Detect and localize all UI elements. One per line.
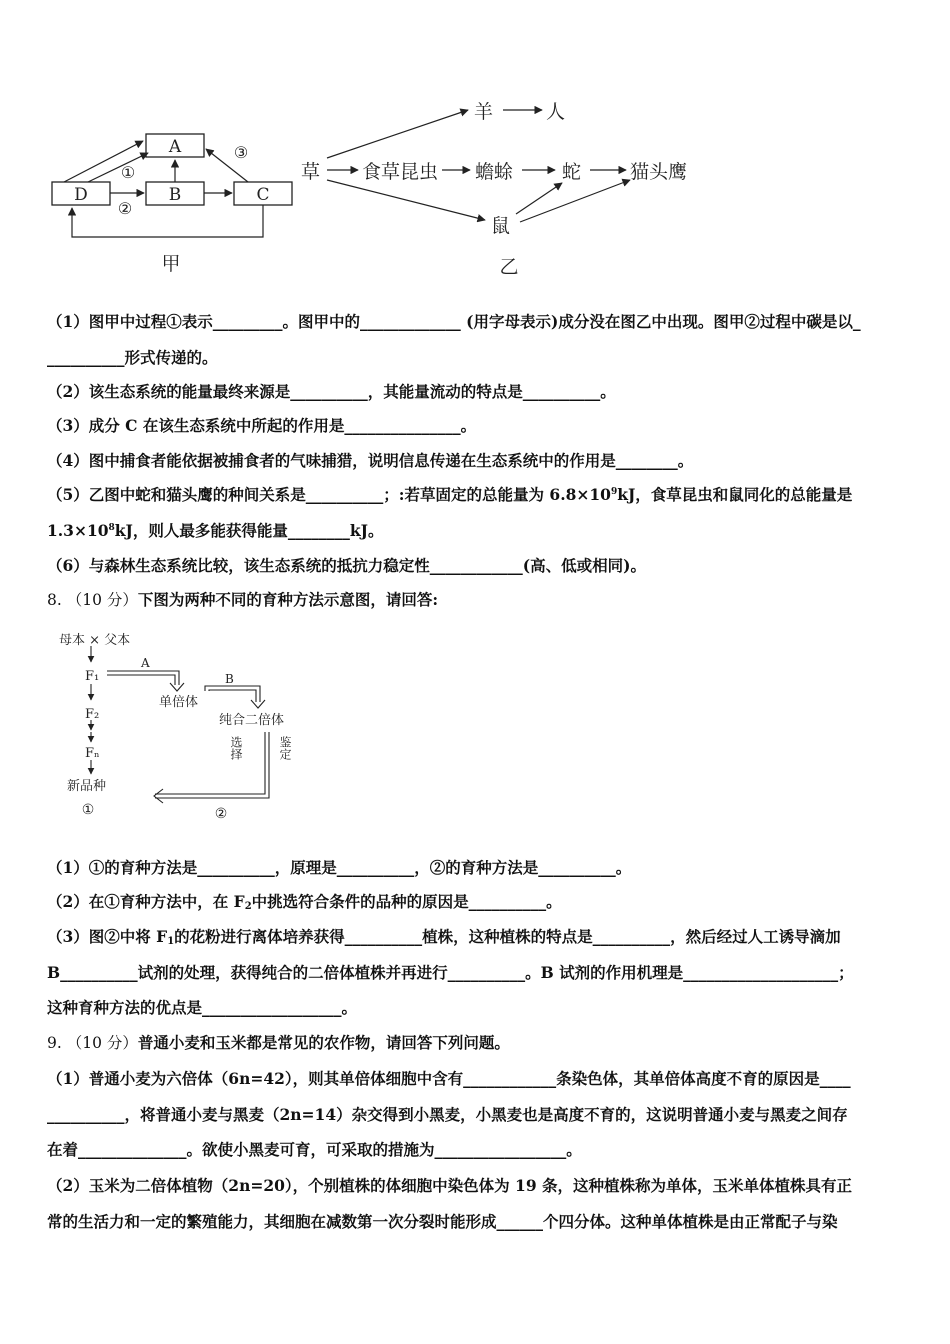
label-haploid: 单倍体 — [159, 695, 199, 710]
q9-header — [47, 1033, 510, 1053]
node-sheep: 羊 — [474, 101, 494, 123]
q8-item-1: （1）①的育种方法是__________，原理是__________，②的育种方法是__________。 — [47, 858, 632, 877]
q7-item-3: （3）成分 C 在该生态系统中所起的作用是_______________。 — [47, 416, 477, 435]
q8-score: （10 分） — [66, 591, 138, 609]
q9-item-2a: （2）玉米为二倍体植物（2n=20），个别植株的体细胞中染色体为 19 条，这种植株称为单体，玉米单体植株具有正 — [47, 1176, 853, 1195]
arrow-b-double — [205, 686, 260, 702]
node-mouse: 鼠 — [491, 215, 511, 237]
arrow-grass-sheep — [327, 110, 468, 158]
label-f2: F₂ — [85, 707, 100, 722]
box-b-label: B — [168, 185, 182, 205]
box-d-label: D — [74, 185, 88, 205]
q7-item-6: （6）与森林生态系统比较，该生态系统的抵抗力稳定性____________(高、低或相同)。 — [47, 556, 646, 575]
label-parents: 母本 × 父本 — [59, 633, 131, 648]
process-1-label: ① — [120, 163, 136, 182]
figure-yi — [300, 90, 720, 285]
label-new-variety: 新品种 — [67, 779, 107, 794]
box-c-label: C — [256, 185, 270, 205]
q9-stem: 普通小麦和玉米都是常见的农作物，请回答下列问题。 — [137, 1033, 510, 1052]
label-select: 选择 — [229, 736, 243, 760]
q9-score: （10 分） — [66, 1034, 138, 1052]
q8-stem: 下图为两种不同的育种方法示意图，请回答: — [137, 590, 439, 609]
figure-yi-caption: 乙 — [499, 256, 519, 278]
arrow-loop-inner — [155, 732, 265, 794]
arrow-a-head — [170, 683, 184, 691]
arrow-loop-outer — [155, 732, 269, 798]
q8-item-2-pre: （2）在①育种方法中，在 F — [47, 892, 245, 911]
label-b: B — [225, 672, 234, 686]
label-method-1: ① — [81, 802, 95, 818]
q8-item-3a — [47, 927, 841, 947]
figure-jia — [40, 125, 310, 285]
q9-item-1b: __________，将普通小麦与黑麦（2n=14）杂交得到小黑麦，小黑麦也是高度不育的，这说明普通小麦与黑麦之间存 — [47, 1105, 848, 1124]
node-toad: 蟾蜍 — [475, 161, 514, 183]
q7-item-5a-exp: 9 — [610, 487, 618, 497]
q7-item-1a: （1）图甲中过程①表示_________。图甲中的_____________ (用字母表示)成分没在图乙中出现。图甲②过程中碳是以_ — [47, 312, 861, 331]
label-identify: 鉴定 — [278, 736, 292, 760]
arrow-b-head — [251, 700, 265, 708]
q7-item-5b-pre: 1.3×10 — [47, 521, 109, 540]
q8-header — [47, 590, 438, 610]
q8-item-2 — [47, 892, 562, 912]
node-insect: 食草昆虫 — [362, 161, 439, 183]
arrow-d-a-2 — [88, 153, 148, 182]
q7-item-5b-exp: 8 — [108, 523, 115, 533]
q7-item-5a — [47, 485, 852, 505]
q7-item-1b: __________形式传递的。 — [47, 348, 218, 367]
q8-item-3b: B__________试剂的处理，获得纯合的二倍体植株并再进行__________。B 试剂的作用机理是____________________； — [47, 963, 854, 982]
q8-item-3a-sub: 1 — [167, 936, 175, 947]
arrow-grass-mouse — [327, 180, 485, 220]
q8-item-3a-post: 的花粉进行离体培养获得__________植株，这种植株的特点是__________，然后经过人工诱导滴加 — [174, 927, 841, 946]
q8-item-3c: 这种育种方法的优点是__________________。 — [47, 998, 358, 1017]
arrow-a-double — [107, 671, 179, 685]
q8-item-2-post: 中挑选符合条件的品种的原因是__________。 — [251, 892, 562, 911]
label-method-2: ② — [214, 806, 228, 822]
q7-item-2: （2）该生态系统的能量最终来源是__________，其能量流动的特点是__________。 — [47, 382, 616, 401]
node-human: 人 — [546, 101, 566, 123]
q8-number: 8. — [47, 591, 62, 609]
box-a-label: A — [168, 137, 182, 157]
node-snake: 蛇 — [562, 161, 582, 183]
q7-item-5a-pre: （5）乙图中蛇和猫头鹰的种间关系是__________；:若草固定的总能量为 6.8×10 — [47, 485, 611, 504]
q9-item-1a: （1）普通小麦为六倍体（6n=42），则其单倍体细胞中含有____________条染色体，其单倍体高度不育的原因是____ — [47, 1069, 851, 1088]
q7-item-5b — [47, 521, 383, 541]
arrow-c-d-loop — [72, 205, 263, 237]
arrow-mouse-snake — [516, 183, 562, 214]
label-fn: Fₙ — [85, 746, 100, 761]
q9-item-2b: 常的生活力和一定的繁殖能力，其细胞在减数第一次分裂时能形成______个四分体。这种单体植株是由正常配子与染 — [47, 1212, 838, 1231]
node-grass: 草 — [301, 161, 321, 183]
figure-breeding — [55, 628, 310, 828]
q7-item-4: （4）图中捕食者能依据被捕食者的气味捕猎，说明信息传递在生态系统中的作用是________。 — [47, 451, 694, 470]
q8-item-3a-pre: （3）图②中将 F — [47, 927, 168, 946]
process-3-label: ③ — [233, 143, 249, 162]
q7-item-5b-post: kJ，则人最多能获得能量________kJ。 — [114, 521, 384, 540]
q9-number: 9. — [47, 1034, 62, 1052]
q8-item-2-sub: 2 — [244, 901, 252, 912]
label-a: A — [141, 656, 150, 670]
q9-item-1c: 在着______________。欲使小黑麦可育，可采取的措施为_________________。 — [47, 1140, 582, 1159]
label-pure-diploid: 纯合二倍体 — [219, 713, 285, 728]
q7-item-5a-post: kJ，食草昆虫和鼠同化的总能量是 — [617, 485, 853, 504]
arrow-loop-head — [154, 789, 163, 803]
label-f1: F₁ — [85, 669, 100, 684]
node-owl: 猫头鹰 — [630, 161, 688, 183]
process-2-label: ② — [117, 199, 133, 218]
figure-jia-caption: 甲 — [161, 253, 181, 275]
arrow-mouse-owl — [520, 180, 630, 222]
